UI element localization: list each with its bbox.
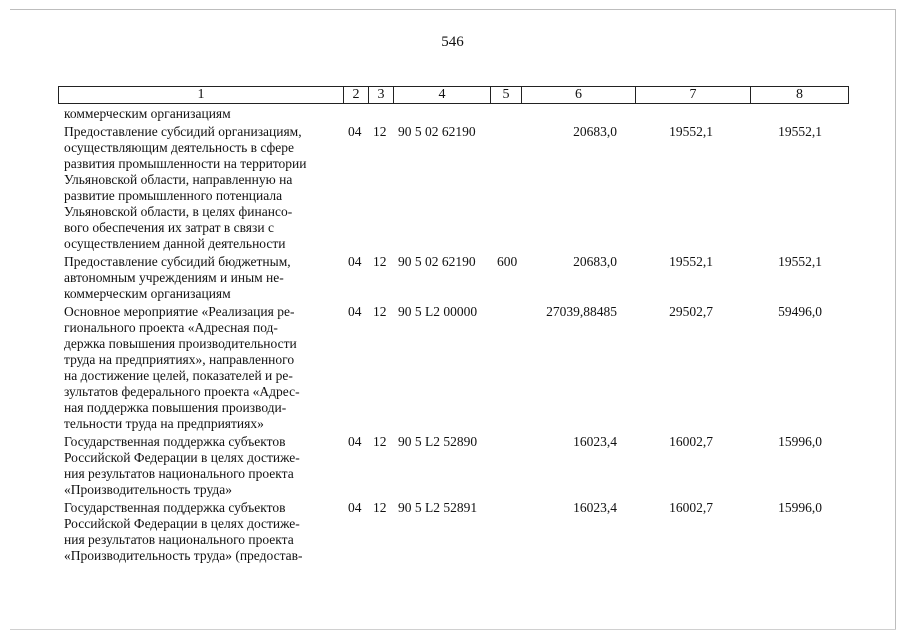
table-header — [58, 86, 849, 104]
row-4-col-4: 90 5 L2 52890 — [398, 434, 478, 449]
header-col-7: 7 — [635, 87, 750, 103]
row-3-col-7: 29502,7 — [669, 304, 713, 319]
row-5-col-3: 12 — [373, 500, 387, 515]
page-border-right — [895, 9, 896, 630]
row-4-col-2: 04 — [348, 434, 362, 449]
row-2-text-line: автономным учреждениям и иным не- — [64, 270, 284, 285]
page-number: 546 — [441, 34, 464, 50]
row-1-col-2: 04 — [348, 124, 362, 139]
row-4-text-line: Государственная поддержка субъектов — [64, 434, 286, 449]
row-2-col-6: 20683,0 — [573, 254, 617, 269]
row-5-text-line: Российской Федерации в целях достиже- — [64, 516, 300, 531]
row-1-text-line: Ульяновской области, в целях финансо- — [64, 204, 293, 219]
row-4-col-3: 12 — [373, 434, 387, 449]
row-2-text-line: коммерческим организациям — [64, 286, 231, 301]
row-2-text-line: Предоставление субсидий бюджетным, — [64, 254, 291, 269]
page-border-bottom — [10, 629, 896, 630]
row-5-text-line: Государственная поддержка субъектов — [64, 500, 286, 515]
row-3-col-3: 12 — [373, 304, 387, 319]
row-1-text-line: Предоставление субсидий организациям, — [64, 124, 302, 139]
row-1-text-line: вого обеспечения их затрат в связи с — [64, 220, 274, 235]
row-3-col-8: 59496,0 — [778, 304, 822, 319]
row-1-text-line: развитие промышленного потенциала — [64, 188, 283, 203]
header-col-4: 4 — [393, 87, 490, 103]
row-4-text-line: «Производительность труда» — [64, 482, 232, 497]
header-col-2: 2 — [343, 87, 368, 103]
row-1-col-8: 19552,1 — [778, 124, 822, 139]
row-3-text-line: зультатов федерального проекта «Адрес- — [64, 384, 300, 399]
row-4-col-8: 15996,0 — [778, 434, 822, 449]
page-border-top — [10, 9, 896, 10]
row-2-col-7: 19552,1 — [669, 254, 713, 269]
row-3-text-line: тельности труда на предприятиях» — [64, 416, 264, 431]
row-3-text-line: гионального проекта «Адресная под- — [64, 320, 278, 335]
row-1-text-line: Ульяновской области, направленную на — [64, 172, 293, 187]
row-4-text-line: Российской Федерации в целях достиже- — [64, 450, 300, 465]
header-col-8: 8 — [750, 87, 848, 103]
row-2-col-8: 19552,1 — [778, 254, 822, 269]
header-col-1: 1 — [197, 87, 205, 102]
row-4-col-6: 16023,4 — [573, 434, 617, 449]
row-1-text-line: осуществлением данной деятельности — [64, 236, 286, 251]
header-col-6: 6 — [521, 87, 635, 103]
row-3-col-4: 90 5 L2 00000 — [398, 304, 478, 319]
row-4-text-line: ния результатов национального проекта — [64, 466, 294, 481]
row-2-col-5: 600 — [497, 254, 518, 269]
row-5-col-8: 15996,0 — [778, 500, 822, 515]
row-3-text-line: на достижение целей, показателей и ре- — [64, 368, 293, 383]
row-1-col-4: 90 5 02 62190 — [398, 124, 476, 139]
row-2-col-3: 12 — [373, 254, 387, 269]
row-3-col-2: 04 — [348, 304, 362, 319]
header-col-3: 3 — [368, 87, 393, 103]
row-5-text-line: «Производительность труда» (предостав- — [64, 548, 303, 563]
row-5-col-6: 16023,4 — [573, 500, 617, 515]
row-1-col-3: 12 — [373, 124, 387, 139]
row-1-col-7: 19552,1 — [669, 124, 713, 139]
row-3-text-line: труда на предприятиях», направленного — [64, 352, 295, 367]
row-3-text-line: ная поддержка повышения производи- — [64, 400, 287, 415]
row-5-col-7: 16002,7 — [669, 500, 713, 515]
row-5-col-4: 90 5 L2 52891 — [398, 500, 478, 515]
row-1-col-6: 20683,0 — [573, 124, 617, 139]
header-col-5: 5 — [490, 87, 521, 103]
row-3-col-6: 27039,88485 — [546, 304, 617, 319]
row-1-text-line: осуществляющим деятельность в сфере — [64, 140, 295, 155]
row-4-col-7: 16002,7 — [669, 434, 713, 449]
row-5-text-line: ния результатов национального проекта — [64, 532, 294, 547]
row-2-col-2: 04 — [348, 254, 362, 269]
row-0-text-line: коммерческим организациям — [64, 106, 231, 121]
row-3-text-line: Основное мероприятие «Реализация ре- — [64, 304, 295, 319]
row-3-text-line: держка повышения производительности — [64, 336, 297, 351]
row-1-text-line: развития промышленности на территории — [64, 156, 307, 171]
row-2-col-4: 90 5 02 62190 — [398, 254, 476, 269]
row-5-col-2: 04 — [348, 500, 362, 515]
